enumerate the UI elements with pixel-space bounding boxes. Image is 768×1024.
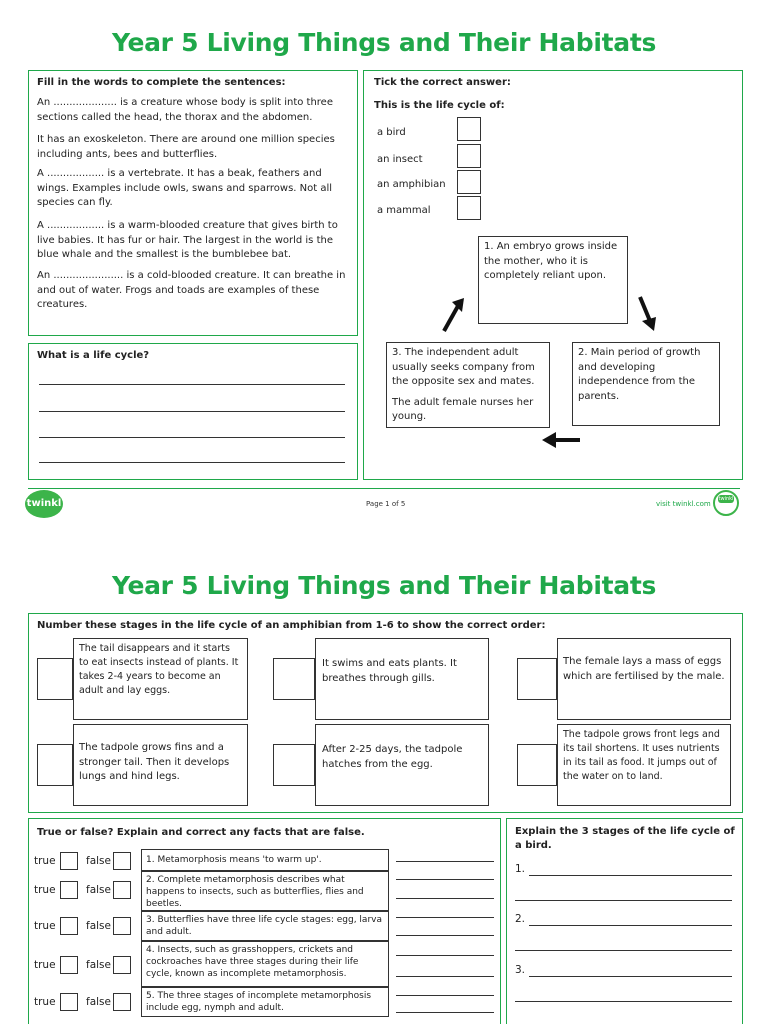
site-link[interactable]: visit twinkl.com (656, 500, 711, 508)
stage-card (557, 638, 731, 720)
false-checkbox[interactable] (113, 881, 131, 899)
stage-card (73, 724, 248, 806)
stage-number-box[interactable] (37, 658, 73, 700)
stage-text: After 2-25 days, the tadpole hatches from the egg. (322, 744, 463, 770)
answer-line[interactable] (39, 411, 345, 412)
fill-in-sentence-3: A .................. is a vertebrate. It has a beak, feathers and wings. Examples include owls, swans and sparrows. Not all species can fly. (37, 168, 333, 208)
life-stage-2-text: 2. Main period of growth and developing independence from the parents. (578, 347, 701, 402)
bird-stages-panel (506, 818, 743, 1024)
fill-in-panel (28, 70, 358, 336)
bird-stage-2-label: 2. (515, 913, 526, 925)
stage-number-box[interactable] (273, 658, 315, 700)
answer-line[interactable] (515, 1001, 732, 1002)
quality-badge-label: twinkl (718, 496, 734, 502)
option-insect-label: an insect (377, 154, 423, 165)
explain-line[interactable] (396, 955, 494, 956)
answer-line[interactable] (529, 875, 732, 876)
explain-line[interactable] (396, 898, 494, 899)
statement-3: 3. Butterflies have three life cycle stages: egg, larva and adult. (141, 911, 389, 941)
life-stage-1-box (478, 236, 628, 324)
option-amphibian-label: an amphibian (377, 179, 446, 190)
stage-text: The tail disappears and it starts to eat insects instead of plants. It takes 2-4 years to become an adult and lay eggs. (79, 643, 239, 696)
false-checkbox[interactable] (113, 917, 131, 935)
stage-text: It swims and eats plants. It breathes through gills. (322, 658, 457, 684)
life-stage-1-text: 1. An embryo grows inside the mother, who it is completely reliant upon. (484, 241, 618, 281)
statement-2: 2. Complete metamorphosis describes what happens to insects, such as butterflies, flies and beetles. (141, 871, 389, 911)
arrow-down-right-icon (634, 293, 664, 333)
false-label: false (86, 855, 111, 867)
false-checkbox[interactable] (113, 956, 131, 974)
bird-stages-heading: Explain the 3 stages of the life cycle of a bird. (515, 826, 735, 851)
answer-line[interactable] (39, 437, 345, 438)
page-title: Year 5 Living Things and Their Habitats (111, 571, 657, 600)
fill-in-heading: Fill in the words to complete the sentences: (37, 77, 286, 88)
answer-line[interactable] (39, 462, 345, 463)
life-cycle-question-panel (28, 343, 358, 480)
true-checkbox[interactable] (60, 852, 78, 870)
explain-line[interactable] (396, 861, 494, 862)
explain-line[interactable] (396, 917, 494, 918)
answer-line[interactable] (515, 950, 732, 951)
explain-line[interactable] (396, 1012, 494, 1013)
option-bird-checkbox[interactable] (457, 117, 481, 141)
stage-card (315, 638, 489, 720)
true-label: true (34, 959, 56, 971)
true-label: true (34, 884, 56, 896)
false-checkbox[interactable] (113, 852, 131, 870)
footer-rule (28, 488, 740, 489)
life-stage-2-box (572, 342, 720, 426)
statement-1: 1. Metamorphosis means 'to warm up'. (141, 849, 389, 871)
answer-line[interactable] (529, 976, 732, 977)
fill-in-sentence-5: An ...................... is a cold-blooded creature. It can breathe in and out of water. Frogs and toads are examples of these creatures. (37, 270, 346, 310)
statement-5: 5. The three stages of incomplete metamorphosis include egg, nymph and adult. (141, 987, 389, 1017)
page-number: Page 1 of 5 (366, 500, 406, 508)
tick-answer-panel (363, 70, 743, 480)
fill-in-sentence-1: An .................... is a creature whose body is split into three sections called the head, the thorax and the abdomen. (37, 97, 333, 123)
true-checkbox[interactable] (60, 881, 78, 899)
stage-text: The tadpole grows fins and a stronger tail. Then it develops lungs and hind legs. (79, 742, 230, 782)
fill-in-sentence-2: It has an exoskeleton. There are around one million species including ants, bees and butterflies. (37, 134, 335, 160)
true-label: true (34, 996, 56, 1008)
true-label: true (34, 920, 56, 932)
life-stage-3-note: The adult female nurses her young. (392, 396, 534, 422)
life-cycle-question-heading: What is a life cycle? (37, 350, 150, 361)
statement-4: 4. Insects, such as grasshoppers, crickets and cockroaches have three stages during their life cycle, known as incomplete metamorphosis. (141, 941, 389, 987)
option-amphibian-checkbox[interactable] (457, 170, 481, 194)
life-stage-3-box (386, 342, 550, 428)
arrow-left-icon (540, 429, 582, 451)
option-mammal-label: a mammal (377, 205, 431, 216)
bird-stage-3-label: 3. (515, 964, 526, 976)
true-checkbox[interactable] (60, 956, 78, 974)
option-insect-checkbox[interactable] (457, 144, 481, 168)
twinkl-logo: twinkl (25, 490, 63, 518)
true-label: true (34, 855, 56, 867)
explain-line[interactable] (396, 995, 494, 996)
false-label: false (86, 959, 111, 971)
true-checkbox[interactable] (60, 917, 78, 935)
explain-line[interactable] (396, 976, 494, 977)
life-stage-3-text: 3. The independent adult usually seeks company from the opposite sex and mates. (392, 347, 535, 387)
tick-subheading: This is the life cycle of: (374, 100, 505, 111)
stage-card (315, 724, 489, 806)
answer-line[interactable] (39, 384, 345, 385)
false-checkbox[interactable] (113, 993, 131, 1011)
option-bird-label: a bird (377, 127, 406, 138)
number-stages-heading: Number these stages in the life cycle of an amphibian from 1-6 to show the correct order: (37, 620, 546, 631)
number-stages-panel (28, 613, 743, 813)
false-label: false (86, 884, 111, 896)
false-label: false (86, 920, 111, 932)
stage-number-box[interactable] (273, 744, 315, 786)
answer-line[interactable] (529, 925, 732, 926)
page-title: Year 5 Living Things and Their Habitats (111, 28, 657, 57)
option-mammal-checkbox[interactable] (457, 196, 481, 220)
explain-line[interactable] (396, 879, 494, 880)
stage-text: The tadpole grows front legs and its tail shortens. It uses nutrients in its tail as food. It jumps out of the water on to land. (563, 729, 720, 782)
fill-in-sentence-4: A .................. is a warm-blooded creature that gives birth to live babies. It has fur or hair. The largest in the world is the blue whale and the smallest is the bumblebee bat. (37, 220, 338, 260)
tick-heading: Tick the correct answer: (374, 77, 511, 88)
stage-text: The female lays a mass of eggs which are fertilised by the male. (563, 656, 725, 682)
stage-card (73, 638, 248, 720)
stage-card (557, 724, 731, 806)
stage-number-box[interactable] (517, 744, 557, 786)
arrow-up-right-icon (438, 296, 468, 336)
quality-badge-icon (713, 490, 739, 516)
explain-line[interactable] (396, 935, 494, 936)
true-checkbox[interactable] (60, 993, 78, 1011)
stage-number-box[interactable] (517, 658, 557, 700)
stage-number-box[interactable] (37, 744, 73, 786)
bird-stage-1-label: 1. (515, 863, 526, 875)
true-false-heading: True or false? Explain and correct any facts that are false. (37, 827, 365, 838)
false-label: false (86, 996, 111, 1008)
answer-line[interactable] (515, 900, 732, 901)
